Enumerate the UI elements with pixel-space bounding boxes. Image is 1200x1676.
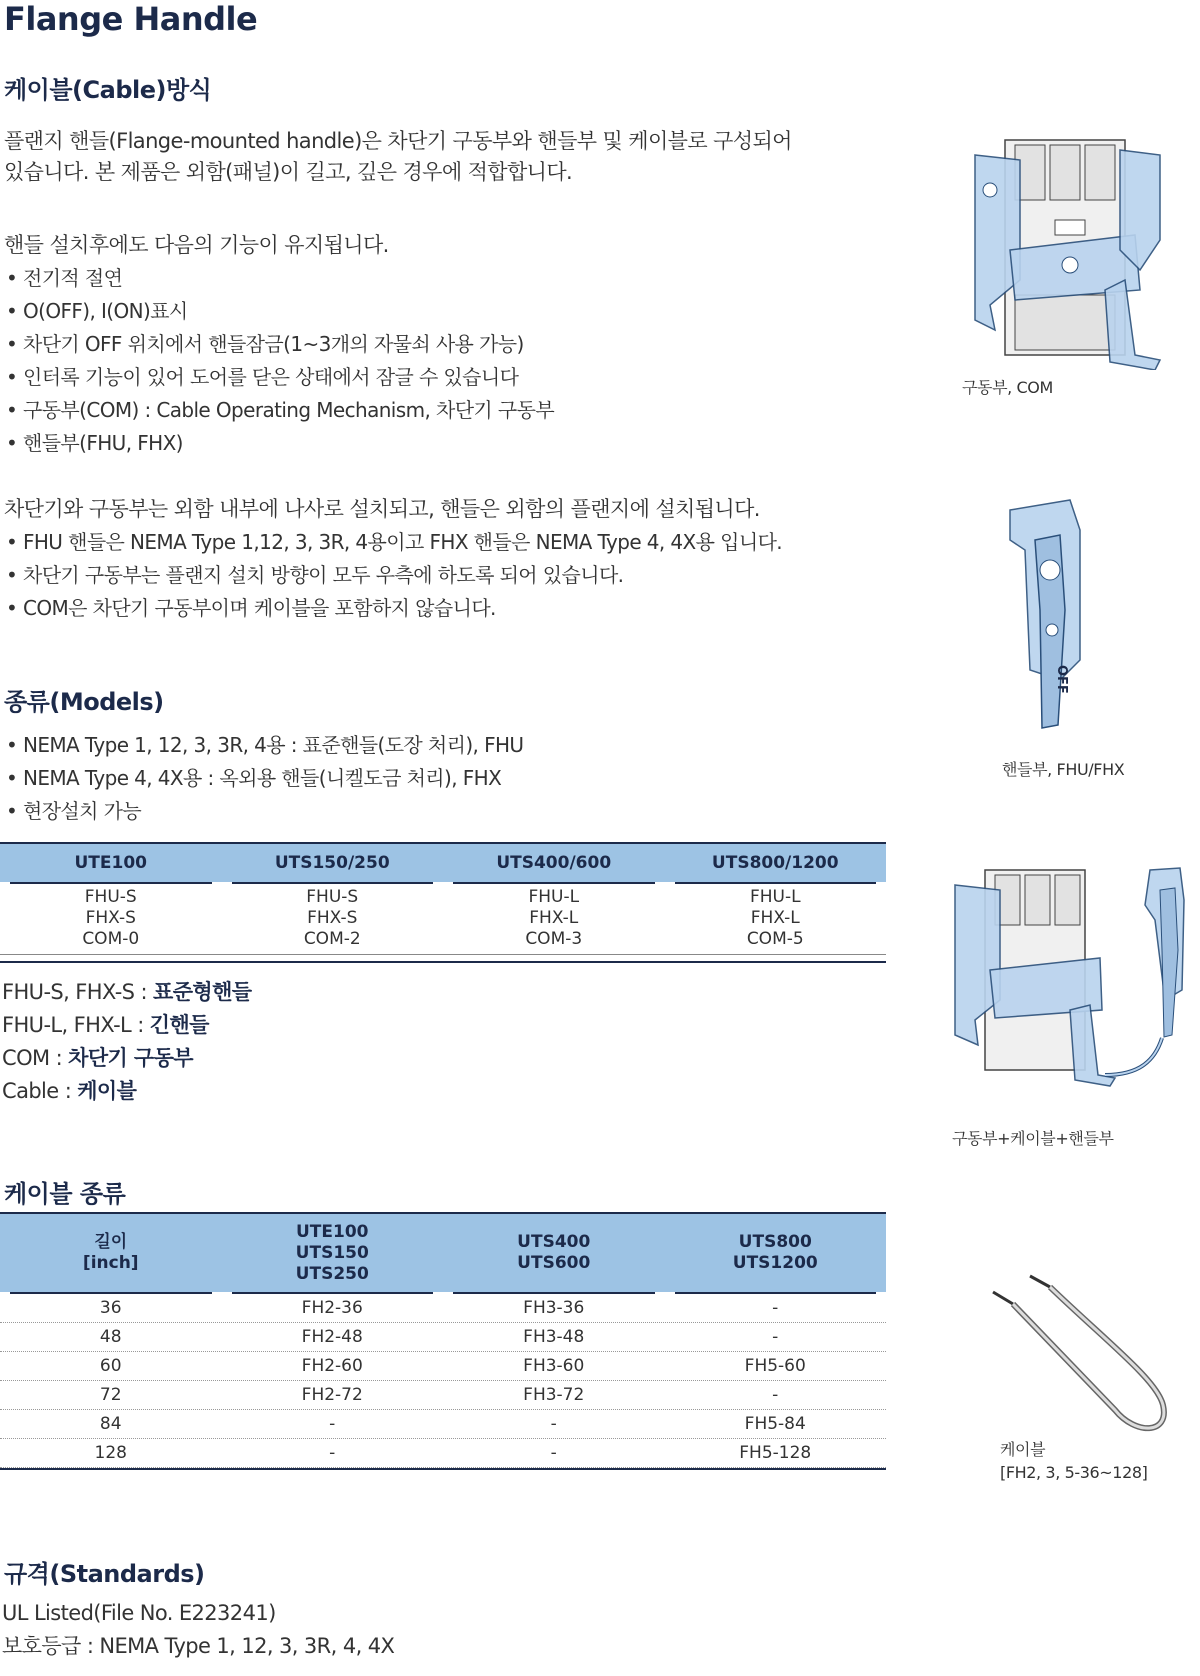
- figure-caption: 구동부, COM: [962, 378, 1053, 397]
- table-cell: -: [550, 1443, 557, 1463]
- assembly-illustration: [950, 860, 1190, 1100]
- model-code: FHU-L: [528, 887, 580, 907]
- list-item: • 인터록 기능이 있어 도어를 닫은 상태에서 잠글 수 있습니다: [6, 361, 554, 394]
- table-cell: FH2-60: [301, 1356, 363, 1376]
- list-item: • 핸들부(FHU, FHX): [6, 427, 554, 460]
- list-item: • COM은 차단기 구동부이며 케이블을 포함하지 않습니다.: [6, 592, 782, 625]
- definition-item: [2, 1009, 251, 1042]
- standard-line: UL Listed(File No. E223241): [2, 1601, 276, 1625]
- definition-item: [2, 976, 251, 1009]
- model-code: COM-0: [82, 929, 140, 949]
- model-code: COM-3: [525, 929, 583, 949]
- function-intro: 핸들 설치후에도 다음의 기능이 유지됩니다.: [4, 233, 389, 257]
- install-intro: 차단기와 구동부는 외함 내부에 나사로 설치되고, 핸들은 외함의 플랜지에 설치됩니다.: [4, 497, 760, 521]
- section-heading-models: 종류(Models): [4, 688, 164, 716]
- com-mechanism-illustration: [960, 130, 1180, 370]
- section-heading-cable: 케이블(Cable)방식: [4, 76, 212, 104]
- table-cell: 72: [99, 1385, 122, 1405]
- cable-caption: [1000, 1438, 1147, 1484]
- table-bottom-rule: [0, 1468, 886, 1470]
- handle-off-label: OFF: [1054, 665, 1069, 694]
- table-cell: FH3-72: [523, 1385, 585, 1405]
- table-cell: 84: [99, 1414, 122, 1434]
- table-cell: [443, 887, 665, 954]
- list-item: • 현장설치 가능: [6, 795, 523, 828]
- table-cell: FH5-60: [744, 1356, 806, 1376]
- table-cell: [222, 887, 444, 954]
- cable-table-header: [0, 1212, 886, 1292]
- table-header-cell: UTE100: [74, 853, 147, 873]
- model-code: COM-5: [746, 929, 804, 949]
- section-heading-cable-types: 케이블 종류: [4, 1180, 126, 1208]
- table-cell: [665, 887, 887, 954]
- table-cell: FH3-60: [523, 1356, 585, 1376]
- definition-desc: 표준형핸들: [153, 980, 252, 1004]
- definition-term: FHU-L, FHX-L :: [2, 1013, 150, 1037]
- definition-desc: 케이블: [77, 1079, 137, 1103]
- list-item: • 차단기 구동부는 플랜지 설치 방향이 모두 우측에 하도록 되어 있습니다.: [6, 559, 782, 592]
- list-item: • NEMA Type 1, 12, 3, 3R, 4용 : 표준핸들(도장 처리), FHU: [6, 729, 523, 762]
- definition-term: FHU-S, FHX-S :: [2, 980, 154, 1004]
- table-header-cell: UTS400 UTS600: [517, 1232, 591, 1273]
- figure-caption: 케이블: [1000, 1440, 1046, 1459]
- figure-caption: [FH2, 3, 5-36~128]: [1000, 1463, 1148, 1482]
- cable-illustration: [985, 1270, 1185, 1450]
- table-cell: FH3-36: [523, 1298, 585, 1318]
- page-title: Flange Handle: [4, 0, 258, 38]
- table-header-cell: UTS800/1200: [711, 853, 839, 873]
- table-row: [0, 1294, 886, 1323]
- cable-types-table: [0, 1212, 886, 1470]
- table-row: [0, 1439, 886, 1468]
- table-cell: 36: [99, 1298, 122, 1318]
- model-code: FHX-L: [750, 908, 800, 928]
- table-header-cell: UTS150/250: [274, 853, 390, 873]
- table-cell: -: [329, 1443, 336, 1463]
- standard-line: 보호등급 : NEMA Type 1, 12, 3, 3R, 4, 4X: [2, 1634, 395, 1658]
- table-cell: FH2-48: [301, 1327, 363, 1347]
- table-cell: 48: [99, 1327, 122, 1347]
- definition-term: COM :: [2, 1046, 69, 1070]
- standards-list: [2, 1597, 394, 1663]
- definition-term: Cable :: [2, 1079, 78, 1103]
- list-item: • NEMA Type 4, 4X용 : 옥외용 핸들(니켈도금 처리), FHX: [6, 762, 523, 795]
- table-cell: -: [772, 1298, 779, 1318]
- table-header-cell: UTS800 UTS1200: [732, 1232, 818, 1273]
- table-cell: FH3-48: [523, 1327, 585, 1347]
- definition-item: [2, 1075, 251, 1108]
- list-item: • O(OFF), I(ON)표시: [6, 295, 554, 328]
- table-bottom-rule: [0, 961, 886, 963]
- table-row: [0, 1381, 886, 1410]
- intro-line: 있습니다. 본 제품은 외함(패널)이 길고, 깊은 경우에 적합합니다.: [4, 160, 573, 184]
- table-cell: 60: [99, 1356, 122, 1376]
- table-cell: -: [772, 1385, 779, 1405]
- table-header-cell: UTE100 UTS150 UTS250: [295, 1221, 369, 1284]
- model-code: FHU-S: [84, 887, 137, 907]
- handle-illustration: [1000, 490, 1100, 740]
- table-header-cell: UTS400/600: [496, 853, 612, 873]
- model-code: COM-2: [303, 929, 361, 949]
- list-item: • FHU 핸들은 NEMA Type 1,12, 3, 3R, 4용이고 FHX 핸들은 NEMA Type 4, 4X용 입니다.: [6, 526, 782, 559]
- models-table-body: [0, 884, 886, 955]
- section-heading-standards: 규격(Standards): [4, 1560, 205, 1588]
- list-item: • 구동부(COM) : Cable Operating Mechanism, 차단기 구동부: [6, 394, 554, 427]
- models-bullet-list: [6, 729, 523, 828]
- model-code: FHX-S: [85, 908, 136, 928]
- table-row: [0, 1410, 886, 1439]
- definition-desc: 차단기 구동부: [68, 1046, 193, 1070]
- table-cell: 128: [94, 1443, 127, 1463]
- definition-desc: 긴핸들: [149, 1013, 209, 1037]
- table-cell: FH5-84: [744, 1414, 806, 1434]
- definition-item: [2, 1042, 251, 1075]
- models-table: [0, 842, 886, 963]
- model-code: FHU-L: [749, 887, 801, 907]
- table-cell: FH2-72: [301, 1385, 363, 1405]
- model-definitions: [2, 976, 251, 1108]
- model-code: FHX-S: [307, 908, 358, 928]
- intro-paragraph: [4, 126, 884, 188]
- list-item: • 차단기 OFF 위치에서 핸들잠금(1~3개의 자물쇠 사용 가능): [6, 328, 554, 361]
- table-cell: -: [772, 1327, 779, 1347]
- function-bullet-list: [6, 262, 554, 460]
- table-row: [0, 1323, 886, 1352]
- models-table-header: [0, 842, 886, 882]
- table-header-cell: 길이 [inch]: [82, 1232, 139, 1273]
- list-item: • 전기적 절연: [6, 262, 554, 295]
- table-cell: FH5-128: [739, 1443, 812, 1463]
- table-cell: [0, 887, 222, 954]
- table-cell: -: [329, 1414, 336, 1434]
- table-cell: FH2-36: [301, 1298, 363, 1318]
- table-row: [0, 1352, 886, 1381]
- figure-caption: 핸들부, FHU/FHX: [1002, 760, 1125, 779]
- model-code: FHX-L: [529, 908, 579, 928]
- figure-caption: 구동부+케이블+핸들부: [952, 1129, 1114, 1148]
- install-bullet-list: [6, 526, 782, 625]
- model-code: FHU-S: [306, 887, 359, 907]
- table-cell: -: [550, 1414, 557, 1434]
- intro-line: 플랜지 핸들(Flange-mounted handle)은 차단기 구동부와 핸들부 및 케이블로 구성되어: [4, 129, 792, 153]
